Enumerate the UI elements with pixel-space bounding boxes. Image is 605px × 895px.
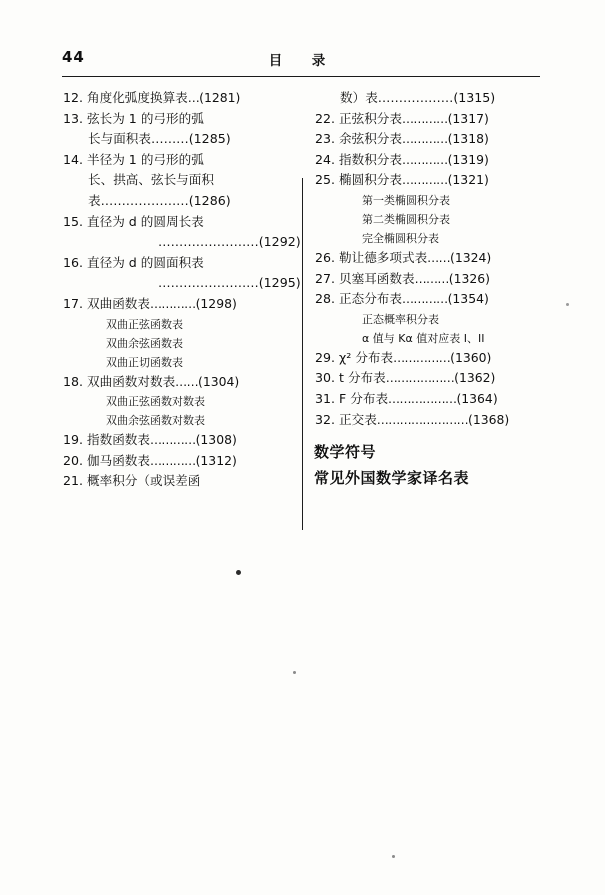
entry-leader: ……………………: [376, 412, 468, 427]
entry-page: (1318): [447, 131, 489, 147]
toc-entry[interactable]: [314, 269, 540, 290]
entry-title: 指数积分表: [339, 151, 402, 167]
entry-title: 正态分布表: [339, 291, 402, 307]
toc-subentry[interactable]: α 值与 Kα 值对应表 I、II: [362, 331, 485, 345]
toc-entry[interactable]: [314, 248, 540, 269]
toc-entry[interactable]: [62, 471, 288, 492]
entry-number: 16.: [62, 254, 83, 270]
entry-page: (1360): [450, 349, 492, 365]
entry-leader: …………: [401, 132, 448, 147]
entry-page: (1315): [453, 90, 496, 105]
toc-entry[interactable]: [62, 372, 288, 393]
toc-entry[interactable]: [62, 430, 288, 451]
toc-entry[interactable]: [314, 170, 540, 191]
toc-entry[interactable]: [62, 212, 288, 233]
entry-leader: ……………………: [158, 275, 259, 291]
toc-subentry[interactable]: 第一类椭圆积分表: [362, 193, 450, 207]
entry-page: (1362): [454, 370, 496, 386]
toc-subentry[interactable]: 完全椭圆积分表: [362, 231, 439, 245]
entry-title: 直径为 d 的圆面积表: [87, 254, 204, 270]
toc-subentry[interactable]: 双曲余弦函数表: [106, 336, 183, 350]
entry-page: (1304): [197, 373, 240, 389]
entry-leader: ……………: [393, 350, 451, 365]
entry-title: 伽马函数表: [87, 452, 150, 468]
toc-entry-continuation[interactable]: [62, 170, 288, 191]
toc-entry[interactable]: [314, 348, 540, 369]
entry-page: (1321): [447, 172, 489, 188]
entry-number: 18.: [62, 373, 83, 389]
toc-entry[interactable]: [62, 253, 288, 274]
page-speck: [392, 855, 395, 858]
entry-number: 29.: [314, 349, 335, 365]
page-speck: [293, 671, 296, 674]
entry-title: F 分布表: [339, 390, 389, 406]
toc-entry[interactable]: [62, 451, 288, 472]
toc-entry[interactable]: [314, 289, 540, 310]
entry-number: 24.: [314, 151, 335, 167]
entry-leader: …………: [401, 111, 448, 126]
entry-leader: …………: [149, 453, 196, 468]
entry-page: (1312): [195, 452, 237, 468]
entry-title: t 分布表: [339, 370, 386, 386]
entry-page: (1319): [447, 151, 489, 167]
toc-entry[interactable]: [62, 109, 288, 130]
entry-number: 21.: [62, 473, 83, 489]
toc-subentry[interactable]: 双曲正弦函数表: [106, 317, 183, 331]
toc-entry-continuation[interactable]: [62, 129, 288, 150]
entry-leader: ……………………: [158, 234, 259, 250]
entry-number: 13.: [62, 110, 83, 126]
entry-number: 20.: [62, 452, 83, 468]
entry-leader: …………………: [100, 192, 189, 208]
entry-page: (1317): [447, 110, 489, 126]
toc-entry[interactable]: [62, 294, 288, 315]
section-spacer: [314, 430, 540, 439]
page-number: 44: [62, 48, 85, 66]
entry-leader: …………: [149, 433, 196, 448]
entry-leader: ……: [175, 374, 198, 389]
entry-title: χ² 分布表: [339, 349, 394, 365]
entry-number: 30.: [314, 370, 335, 386]
toc-entry-continuation[interactable]: [62, 232, 301, 253]
page-speck: [236, 570, 241, 575]
entry-number: 14.: [62, 151, 83, 167]
entry-page: (1295): [258, 275, 301, 291]
entry-title: 正交表: [339, 411, 377, 427]
entry-leader: …: [187, 91, 200, 105]
entry-title: 长、拱高、弦长与面积: [88, 172, 214, 188]
toc-subentry[interactable]: 双曲正切函数表: [106, 355, 183, 369]
entry-title: 概率积分（或误差函: [87, 473, 201, 489]
entry-number: 19.: [62, 432, 83, 448]
entry-leader: …………: [401, 173, 448, 188]
toc-column-right: [314, 88, 540, 491]
entry-number: 26.: [314, 249, 335, 265]
entry-page: (1308): [195, 432, 237, 448]
entry-title: 双曲函数表: [87, 295, 150, 311]
entry-title: 长与面积表: [88, 131, 151, 147]
entry-number: 17.: [62, 295, 83, 311]
entry-leader: ………………: [385, 371, 455, 386]
toc-entry[interactable]: [314, 109, 540, 130]
entry-page: (1286): [188, 192, 231, 208]
toc-entry-translated-names[interactable]: 常见外国数学家译名表: [314, 469, 470, 488]
toc-entry[interactable]: [314, 368, 540, 389]
toc-column-left: [62, 88, 301, 492]
toc-entry-continuation[interactable]: [62, 273, 301, 294]
entry-number: 27.: [314, 270, 335, 286]
entry-title: 贝塞耳函数表: [339, 270, 415, 286]
entry-page: (1326): [448, 270, 490, 286]
toc-entry[interactable]: [314, 129, 540, 150]
entry-leader: …………: [401, 292, 448, 307]
entry-page: (1324): [449, 249, 492, 265]
entry-leader: …………: [149, 296, 196, 311]
entry-title: 余弦积分表: [339, 131, 402, 147]
toc-entry[interactable]: [314, 150, 540, 171]
entry-page: (1354): [447, 291, 489, 307]
entry-number: 32.: [314, 411, 335, 427]
toc-entry-continuation[interactable]: [62, 191, 288, 212]
toc-entry[interactable]: [62, 150, 288, 171]
toc-entry-symbols[interactable]: 数学符号: [314, 443, 377, 462]
toc-subentry[interactable]: 双曲余弦函数对数表: [106, 414, 205, 428]
entry-leader: ………: [150, 131, 189, 147]
entry-number: 31.: [314, 390, 335, 406]
entry-title: 角度化弧度换算表: [87, 90, 188, 105]
page-header: [62, 48, 540, 72]
entry-title: 指数函数表: [87, 432, 150, 448]
entry-title: 数）表: [340, 90, 378, 105]
entry-title: 弦长为 1 的弓形的弧: [87, 110, 204, 126]
toc-subentry[interactable]: 正态概率积分表: [362, 312, 439, 326]
page-title: 目 录: [268, 53, 334, 69]
entry-title: 正弦积分表: [339, 110, 402, 126]
entry-title: 勒让德多项式表: [339, 249, 428, 265]
entry-title: 半径为 1 的弓形的弧: [87, 151, 204, 167]
entry-page: (1364): [456, 390, 498, 406]
toc-entry[interactable]: [314, 389, 540, 410]
entry-page: (1368): [468, 411, 510, 427]
toc-subentry[interactable]: 双曲正弦函数对数表: [106, 395, 205, 409]
toc-entry[interactable]: [314, 410, 540, 431]
entry-number: 15.: [62, 213, 83, 229]
toc-subentry[interactable]: 第二类椭圆积分表: [362, 212, 450, 226]
entry-page: (1292): [258, 234, 301, 250]
toc-entry[interactable]: [62, 88, 288, 109]
entry-number: 25.: [314, 172, 335, 188]
entry-title: 表: [88, 192, 101, 208]
column-divider: [302, 178, 303, 530]
entry-number: 28.: [314, 291, 335, 307]
entry-leader: …………: [401, 152, 448, 167]
entry-title: 直径为 d 的圆周长表: [87, 213, 204, 229]
header-rule: [62, 76, 540, 77]
toc-entry-continuation[interactable]: [314, 88, 540, 109]
entry-leader: ………: [414, 271, 449, 286]
page-speck: [566, 303, 569, 306]
entry-page: (1285): [188, 131, 231, 147]
entry-page: (1298): [195, 295, 237, 311]
entry-number: 12.: [62, 90, 83, 105]
entry-number: 22.: [314, 110, 335, 126]
entry-title: 双曲函数对数表: [87, 373, 176, 389]
entry-leader: ………………: [388, 391, 457, 406]
entry-page: (1281): [199, 90, 241, 105]
entry-title: 椭圆积分表: [339, 172, 402, 188]
entry-leader: ………………: [377, 90, 454, 105]
entry-leader: ……: [427, 250, 450, 265]
entry-number: 23.: [314, 131, 335, 147]
